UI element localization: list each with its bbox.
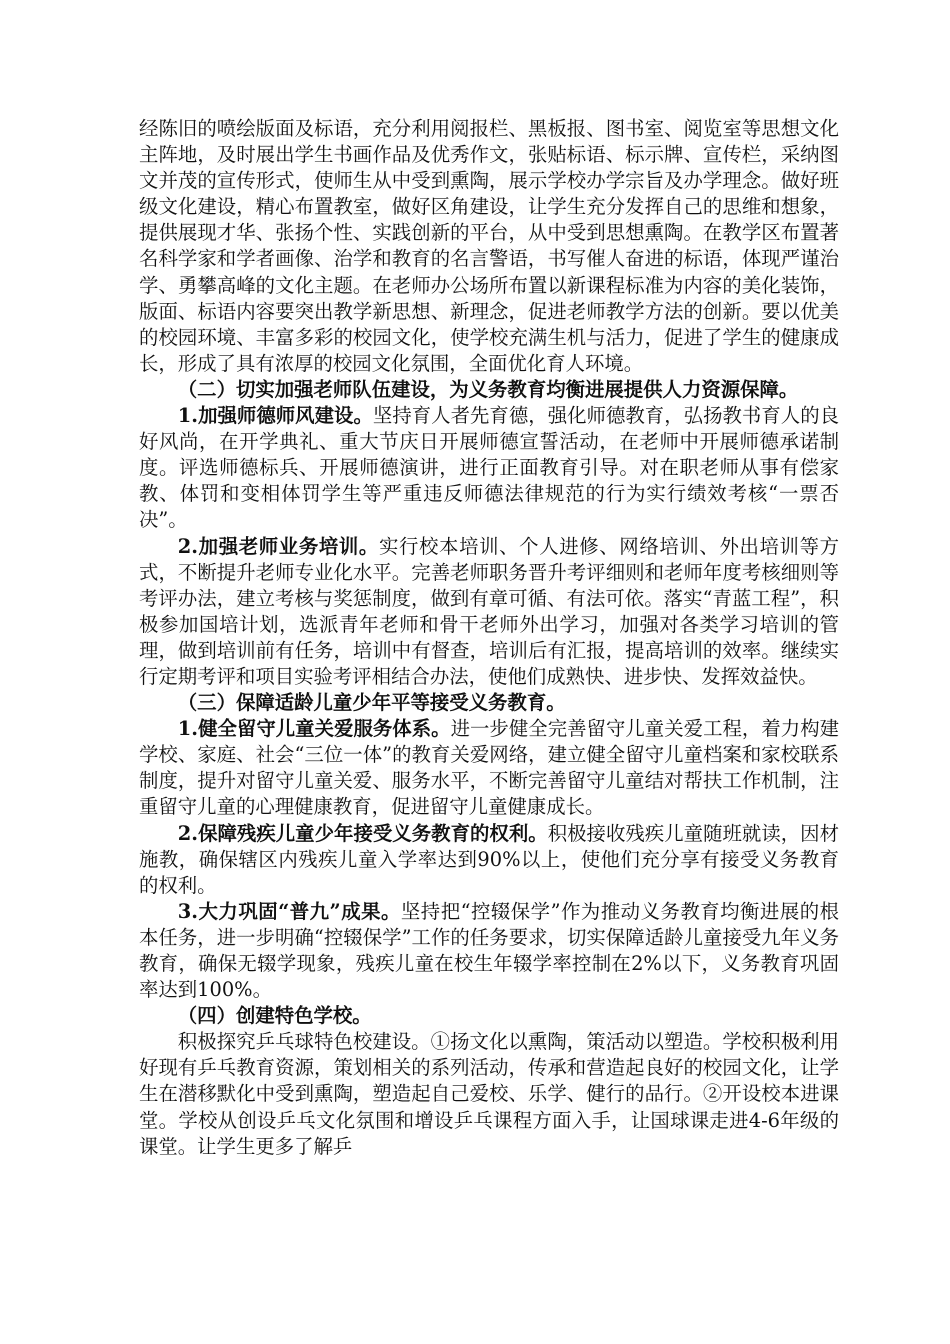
section-heading-2 [139, 377, 839, 403]
paragraph-text: 实行校本培训、个人进修、网络培训、外出培训等方式，不断提升老师专业化水平。完善老师职务晋升考评细则和老师年度考核细则等考评办法，建立考核与奖惩制度，做到有章可循、有法可依。落实“青蓝工程”，积极参加国培计划，选派青年老师和骨干老师外出学习，加强对各类学习培训的管理，做到培训前有任务，培训中有督查，培训后有汇报，提高培训的效率。继续实行定期考评和项目实验考评相结合办法，使他们成熟快、进步快、发挥效益快。 [139, 534, 839, 688]
body-paragraph-consolidate [139, 899, 839, 1003]
body-paragraph-disabled-children [139, 821, 839, 899]
heading-text: （三）保障适龄儿童少年平等接受义务教育。 [177, 691, 566, 715]
paragraph-text: 积极探究乒乓球特色校建设。①扬文化以熏陶，策活动以塑造。学校积极利用好现有乒乓教育资源，策划相关的系列活动，传承和营造起良好的校园文化，让学生在潜移默化中受到熏陶，塑造起自己爱校、乐学、健行的品行。②开设校本进课堂。学校从创设乒乓文化氛围和增设乒乓课程方面入手，让国球课走进4-6年级的课堂。让学生更多了解乒 [139, 1030, 839, 1158]
body-paragraph-teacher-ethics [139, 403, 839, 533]
document-page [139, 116, 839, 1160]
section-heading-4 [139, 1003, 839, 1029]
subheading-lead: 1.健全留守儿童关爱服务体系。 [177, 717, 451, 741]
body-paragraph-table-tennis [139, 1029, 839, 1159]
body-paragraph-teacher-training [139, 534, 839, 691]
paragraph-text: 坚持育人者先育德，强化师德教育，弘扬教书育人的良好风尚，在开学典礼、重大节庆日开展师德宣誓活动，在老师中开展师德承诺制度。评选师德标兵、开展师德演讲，进行正面教育引导。对在职老师从事有偿家教、体罚和变相体罚学生等严重违反师德法律规范的行为实行绩效考核“一票否决”。 [139, 404, 840, 532]
subheading-lead: 2.加强老师业务培训。 [177, 534, 379, 558]
body-paragraph-left-behind-children [139, 716, 839, 820]
section-heading-3 [139, 690, 839, 716]
paragraph-text: 经陈旧的喷绘版面及标语，充分利用阅报栏、黑板报、图书室、阅览室等思想文化主阵地，及时展出学生书画作品及优秀作文，张贴标语、标示牌、宣传栏，采纳图文并茂的宣传形式，使师生从中受到熏陶，展示学校办学宗旨及办学理念。做好班级文化建设，精心布置教室，做好区角建设，让学生充分发挥自己的思维和想象，提供展现才华、张扬个性、实践创新的平台，从中受到思想熏陶。在教学区布置著名科学家和学者画像、治学和教育的名言警语，书写催人奋进的标语，体现严谨治学、勇攀高峰的文化主题。在老师办公场所布置以新课程标准为内容的美化装饰，版面、标语内容要突出教学新思想、新理念，促进老师教学方法的创新。要以优美的校园环境、丰富多彩的校园文化，使学校充满生机与活力，促进了学生的健康成长，形成了具有浓厚的校园文化氛围，全面优化育人环境。 [139, 117, 839, 375]
heading-text: （二）切实加强老师队伍建设，为义务教育均衡进展提供人力资源保障。 [177, 377, 799, 401]
paragraph-text: 积极接收残疾儿童随班就读，因材施教，确保辖区内残疾儿童入学率达到90%以上，使他们充分享有接受义务教育的权利。 [139, 821, 839, 897]
body-paragraph-1 [139, 116, 839, 377]
subheading-lead: 2.保障残疾儿童少年接受义务教育的权利。 [177, 821, 548, 845]
paragraph-text: 坚持把“控辍保学”作为推动义务教育均衡进展的根本任务，进一步明确“控辍保学”工作的任务要求，切实保障适龄儿童接受九年义务教育，确保无辍学现象，残疾儿童在校生年辍学率控制在2%以下，义务教育巩固率达到100%。 [139, 899, 839, 1002]
subheading-lead: 3.大力巩固“普九”成果。 [177, 899, 401, 923]
heading-text: （四）创建特色学校。 [177, 1004, 372, 1028]
paragraph-text: 进一步健全完善留守儿童关爱工程，着力构建学校、家庭、社会“三位一体”的教育关爱网络，建立健全留守儿童档案和家校联系制度，提升对留守儿童关爱、服务水平，不断完善留守儿童结对帮扶工作机制，注重留守儿童的心理健康教育，促进留守儿童健康成长。 [139, 717, 840, 819]
subheading-lead: 1.加强师德师风建设。 [177, 404, 373, 428]
